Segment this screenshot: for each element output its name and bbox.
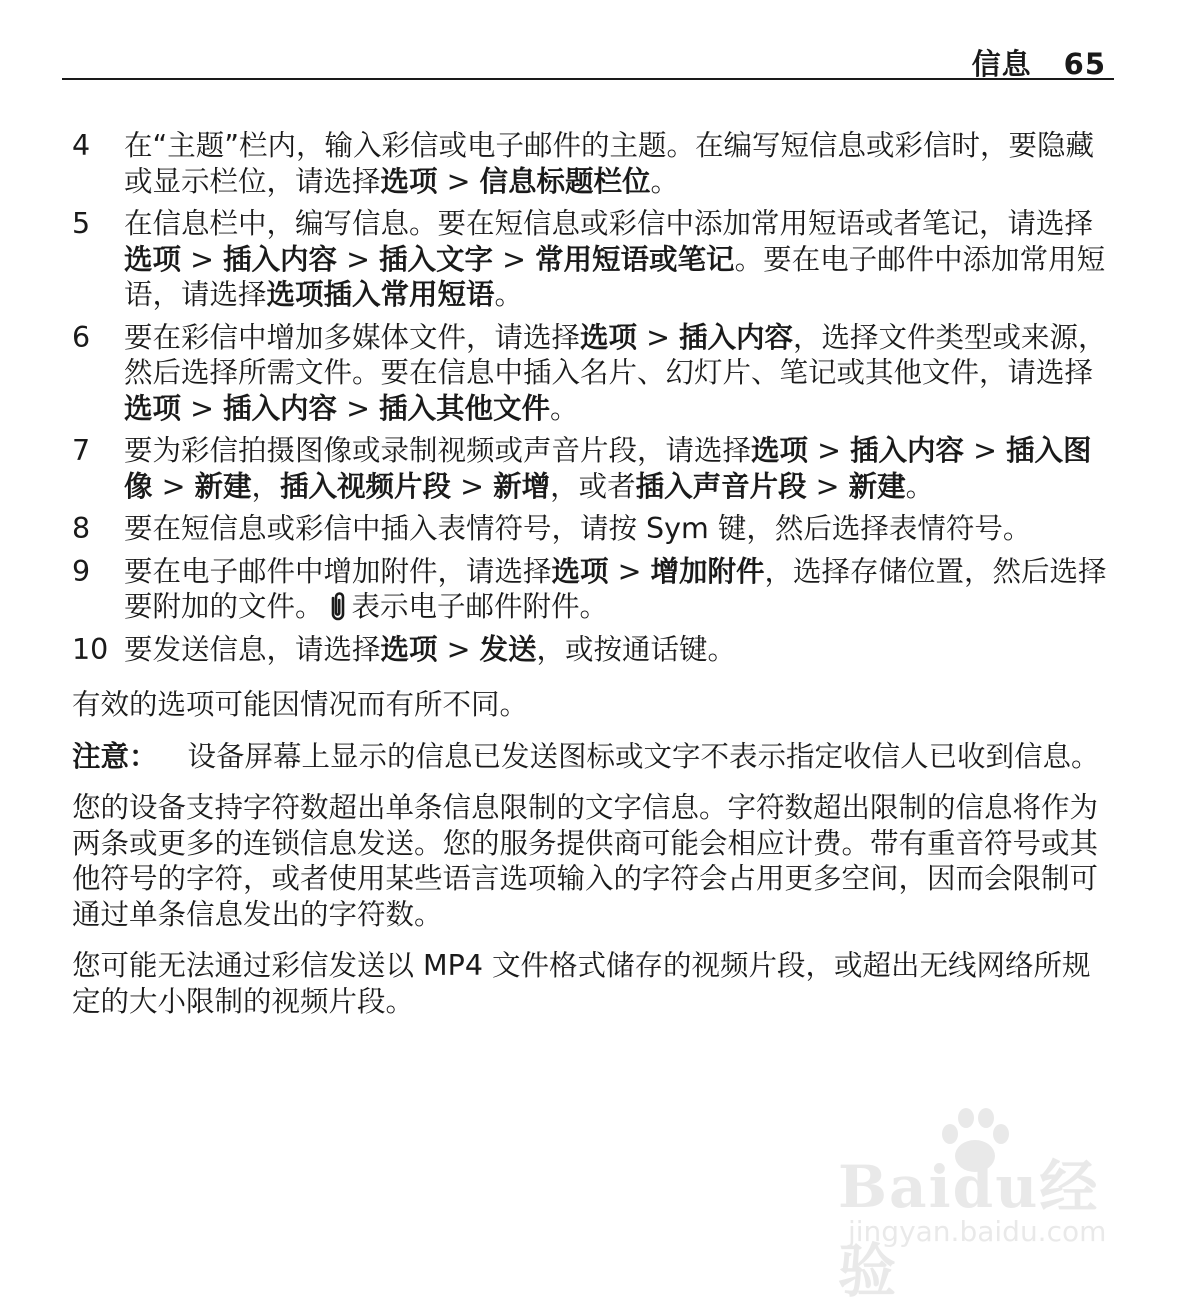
step-4: 4 在“主题”栏内，输入彩信或电子邮件的主题。在编写短信息或彩信时，要隐藏或显示栏位，请选择选项 > 信息标题栏位。	[72, 129, 1095, 198]
menu-option: 插入其他文件	[379, 391, 551, 425]
long-messages-paragraph: 您的设备支持字符数超出单条信息限制的文字信息。字符数超出限制的信息将作为两条或更多的连锁信息发送。您的服务提供商可能会相应计费。带有重音符号或其他符号的字符，或者使用某些语言选项输入的字符会占用更多空间，因而会限制可通过单条信息发出的字符数。	[72, 791, 1099, 931]
baidu-watermark	[830, 1100, 1120, 1305]
menu-option: 插入内容	[223, 242, 338, 276]
step-number: 6	[72, 320, 91, 354]
page-content	[72, 128, 1112, 1019]
step-9: 9 要在电子邮件中增加附件，请选择选项 > 增加附件，选择存储位置，然后选择要附加的文件。 表示电子邮件附件。	[72, 554, 1107, 623]
menu-option: 新建	[194, 469, 252, 503]
step-number: 9	[72, 554, 91, 588]
step-7: 7 要为彩信拍摄图像或录制视频或声音片段，请选择选项 > 插入内容 > 插入图像 > 新建，插入视频片段 > 新增，或者插入声音片段 > 新建。	[72, 434, 1092, 503]
step-number: 5	[72, 207, 91, 240]
watermark-url: jingyan.baidu.com	[848, 1215, 1107, 1248]
step-8: 8 要在短信息或彩信中插入表情符号，请按 Sym 键，然后选择表情符号。	[72, 512, 1032, 545]
step-number: 10	[72, 632, 109, 666]
menu-option: 选项	[380, 164, 438, 198]
menu-option: 发送	[479, 632, 537, 666]
note-label: 注意：	[72, 739, 158, 773]
menu-option: 插入内容	[850, 434, 965, 467]
menu-option: 新增	[493, 469, 551, 503]
menu-option: 选项	[580, 320, 638, 354]
mp4-paragraph: 您可能无法通过彩信发送以 MP4 文件格式储存的视频片段，或超出无线网络所规定的大小限制的视频片段。	[72, 949, 1091, 1018]
step-number: 7	[72, 434, 91, 467]
menu-option: 选项	[551, 554, 609, 588]
menu-option: 插入视频片段	[280, 469, 452, 503]
note-paragraph	[72, 739, 1112, 775]
page-header	[62, 40, 1114, 80]
menu-option: 新建	[848, 469, 906, 503]
menu-option: 选项插入常用短语	[266, 278, 495, 311]
watermark-logo: Baidu经验	[838, 1153, 1100, 1305]
menu-option: 信息标题栏位	[479, 164, 651, 198]
menu-option: 选项	[751, 434, 809, 467]
section-title: 信息	[971, 47, 1032, 81]
step-number: 8	[72, 512, 91, 545]
note-text: 设备屏幕上显示的信息已发送图标或文字不表示指定收信人已收到信息。	[187, 739, 1100, 773]
header-text	[972, 42, 1106, 83]
menu-option: 增加附件	[650, 554, 765, 588]
paperclip-icon	[326, 592, 350, 622]
step-6: 6 要在彩信中增加多媒体文件，请选择选项 > 插入内容，选择文件类型或来源，然后选择所需文件。要在信息中插入名片、幻灯片、笔记或其他文件，请选择选项 > 插入内容 > 插入其他文件。	[72, 320, 1107, 425]
menu-option: 常用短语或笔记	[535, 242, 735, 276]
menu-option: 插入图像	[124, 434, 1092, 503]
menu-option: 插入内容	[223, 391, 338, 425]
step-5: 5 在信息栏中，编写信息。要在短信息或彩信中添加常用短语或者笔记，请选择选项 > 插入内容 > 插入文字 > 常用短语或笔记。要在电子邮件中添加常用短语，请选择选项插入常用短语。	[72, 207, 1106, 311]
step-number: 4	[72, 129, 91, 162]
menu-option: 插入声音片段	[635, 469, 807, 503]
page-number: 65	[1063, 47, 1106, 81]
menu-option: 插入内容	[679, 320, 794, 354]
paw-icon	[930, 1100, 1020, 1180]
menu-option: 插入文字	[379, 242, 494, 276]
options-vary-paragraph: 有效的选项可能因情况而有所不同。	[72, 688, 529, 721]
menu-option: 选项	[124, 391, 182, 425]
menu-option: 选项	[124, 242, 182, 276]
step-10: 10 要发送信息，请选择选项 > 发送，或按通话键。	[72, 632, 737, 666]
menu-option: 选项	[380, 632, 438, 666]
